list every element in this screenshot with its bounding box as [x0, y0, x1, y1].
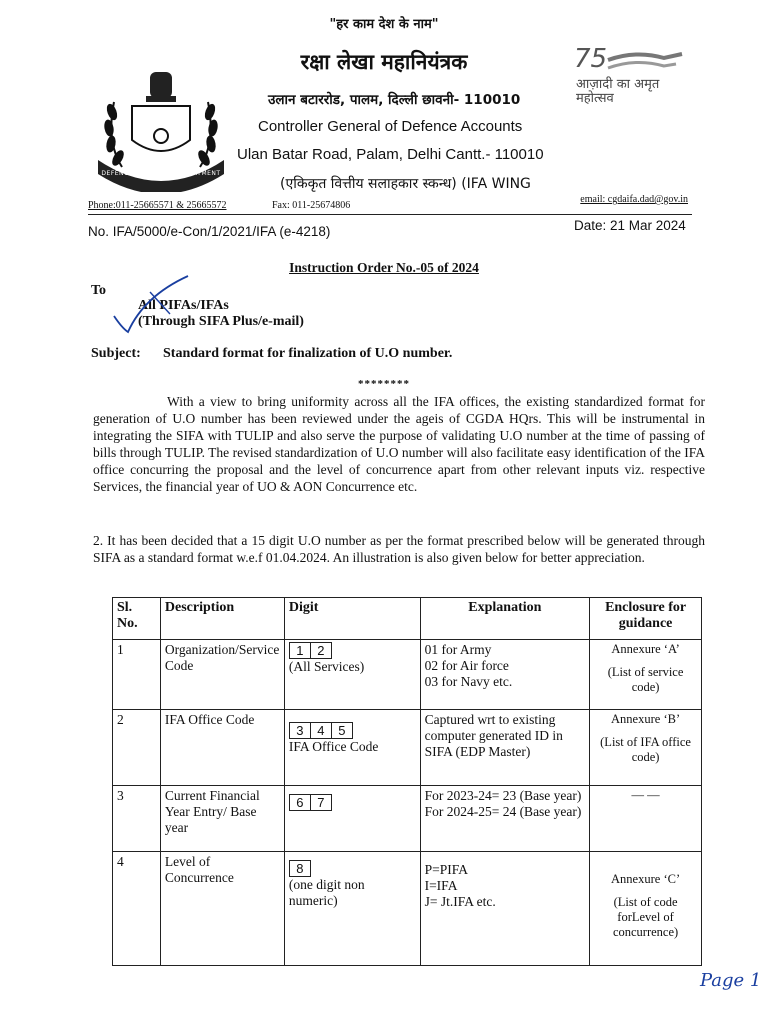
row-explanation — [420, 786, 590, 852]
letter-date: Date: 21 Mar 2024 — [574, 218, 686, 233]
header-explanation: Explanation — [420, 598, 590, 640]
motto: "हर काम देश के नाम" — [329, 17, 439, 32]
org-title-english: Controller General of Defence Accounts — [258, 118, 523, 135]
enclosure-title: Annexure ‘C’ — [611, 872, 681, 886]
reference-number: No. IFA/5000/e-Con/1/2021/IFA (e-4218) — [88, 224, 331, 239]
row-explanation — [420, 640, 590, 710]
explanation-line: Captured wrt to existing computer generated ID in SIFA (EDP Master) — [424, 712, 563, 759]
uo-format-table — [112, 597, 702, 966]
explanation-line: 03 for Navy etc. — [424, 674, 513, 689]
paragraph-2: 2. It has been decided that a 15 digit U.O number as per the format prescribed below will be generated through SIFA as a standard format w.e.f 01.04.2024. An illustration is also given below for better appreciation. — [93, 533, 705, 565]
to-label: To — [91, 283, 107, 298]
digit-cell: 8 — [296, 861, 304, 876]
table-row — [113, 710, 702, 786]
explanation-line: I=IFA — [424, 878, 458, 893]
row-description: Current Financial Year Entry/ Base year — [160, 786, 284, 852]
table-row — [113, 640, 702, 710]
enclosure-note: (List of service code) — [607, 665, 684, 694]
digit-box — [289, 722, 353, 739]
row-digit — [284, 710, 420, 786]
department-emblem — [92, 62, 230, 192]
digit-box — [289, 860, 311, 877]
digit-box — [289, 642, 332, 659]
instruction-order-heading: Instruction Order No.-05 of 2024 — [289, 260, 479, 275]
enclosure-title: Annexure ‘B’ — [611, 712, 681, 726]
separator-stars: ******** — [358, 378, 410, 390]
row-enclosure — [590, 710, 702, 786]
row-enclosure — [590, 852, 702, 966]
handwritten-tick-mark — [110, 274, 200, 336]
emblem-ribbon-text: DEFENCE ACCOUNTS DEPARTMENT — [101, 170, 221, 177]
explanation-line: For 2024-25= 24 (Base year) — [424, 804, 582, 819]
explanation-line: 01 for Army — [424, 642, 492, 657]
digit-note: (All Services) — [288, 659, 365, 674]
digit-cell: 5 — [338, 723, 346, 738]
digit-cell: 4 — [311, 723, 332, 738]
header-enclosure: Enclosure for guidance — [590, 598, 702, 640]
digit-cell: 2 — [317, 643, 325, 658]
enclosure-note: (List of code forLevel of concurrence) — [612, 895, 679, 939]
handwritten-page-number: Page 1 — [700, 970, 762, 991]
wing-name: (एकिकृत वित्तीय सलाहकार स्कन्ध) (IFA WING — [280, 176, 531, 192]
explanation-line: P=PIFA — [424, 862, 468, 877]
row-sl: 4 — [113, 852, 161, 966]
row-enclosure — [590, 640, 702, 710]
addressee-line-2: (Through SIFA Plus/e-mail) — [138, 314, 304, 329]
row-digit — [284, 852, 420, 966]
row-explanation — [420, 710, 590, 786]
row-description: IFA Office Code — [160, 710, 284, 786]
row-sl: 2 — [113, 710, 161, 786]
enclosure-title: — — — [631, 788, 660, 802]
azadi-text: आज़ादी का अमृत महोत्सव — [576, 77, 660, 106]
header-digit: Digit — [284, 598, 420, 640]
digit-cell: 3 — [290, 723, 311, 738]
explanation-line: For 2023-24= 23 (Base year) — [424, 788, 582, 803]
row-description: Organization/Service Code — [160, 640, 284, 710]
header-sl: Sl. No. — [113, 598, 161, 640]
subject-line — [91, 346, 452, 362]
explanation-line: 02 for Air force — [424, 658, 509, 673]
row-enclosure — [590, 786, 702, 852]
table-row — [113, 786, 702, 852]
contact-line — [88, 194, 692, 215]
row-description: Level of Concurrence — [160, 852, 284, 966]
paragraph-1: With a view to bring uniformity across all the IFA offices, the existing standardized format for generation of U.O number has been reviewed under the ageis of CGDA HQrs. This will be instrumental in integrating the SIFA with TULIP and also serve the purpose of validating U.O number at the time of passing of bills through TULIP. The revised standardization of U.O number will also facilitate easy identification of the IFA office concurring the proposal and the level of concurrence apart from other relevant inputs viz. respective Services, the financial year of UO & AON Concurrence etc. — [93, 394, 705, 494]
org-title-hindi: रक्षा लेखा महानियंत्रक — [300, 50, 468, 74]
table-header-row — [113, 598, 702, 640]
row-digit — [284, 640, 420, 710]
digit-box — [289, 794, 332, 811]
email-address: email: cgdaifa.dad@gov.in — [580, 194, 688, 205]
enclosure-note: (List of IFA office code) — [600, 735, 691, 764]
addressee-line-1: All PIFAs/IFAs — [138, 298, 229, 313]
digit-cell: 1 — [290, 643, 311, 658]
row-explanation — [420, 852, 590, 966]
row-sl: 1 — [113, 640, 161, 710]
digit-note: IFA Office Code — [288, 739, 379, 754]
address-english: Ulan Batar Road, Palam, Delhi Cantt.- 110010 — [237, 146, 544, 163]
digit-cell: 7 — [317, 795, 325, 810]
fax-number: Fax: 011-25674806 — [272, 200, 351, 211]
address-hindi: उलान बटाररोड, पालम, दिल्ली छावनी- 110010 — [268, 92, 521, 108]
azadi-number: 75 — [574, 44, 608, 74]
header-description: Description — [160, 598, 284, 640]
digit-cell: 6 — [290, 795, 311, 810]
table-row — [113, 852, 702, 966]
explanation-line: J= Jt.IFA etc. — [424, 894, 496, 909]
subject-label: Subject: — [91, 346, 141, 361]
row-sl: 3 — [113, 786, 161, 852]
phone-number: Phone:011-25665571 & 25665572 — [88, 200, 227, 211]
subject-text: Standard format for finalization of U.O number. — [163, 346, 453, 361]
row-digit — [284, 786, 420, 852]
enclosure-title: Annexure ‘A’ — [611, 642, 680, 656]
digit-note: (one digit non numeric) — [288, 877, 365, 908]
